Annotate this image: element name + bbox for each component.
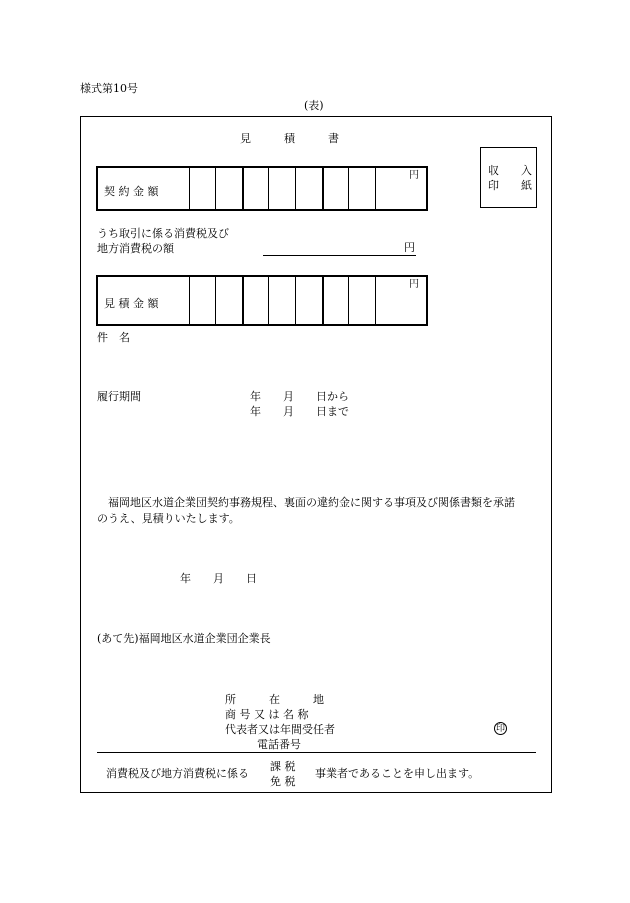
tax-option-exempt: 免 税: [270, 775, 296, 788]
digit-divider: [268, 168, 269, 209]
estimate-amount-box: [96, 275, 428, 326]
contract-amount-label: 契 約 金 額: [104, 185, 159, 198]
digit-divider: [189, 168, 190, 209]
document-title: 見 積 書: [240, 132, 339, 145]
applicant-representative-label: 代表者又は年間受任者: [225, 723, 335, 736]
addressee: (あて先)福岡地区水道企業団企業長: [97, 632, 271, 645]
period-label: 履行期間: [97, 390, 141, 403]
side-label: (表): [304, 99, 324, 112]
stamp-label-line2: 印 紙: [488, 179, 532, 192]
digit-divider: [242, 168, 244, 209]
applicant-address-label: 所 在 地: [225, 693, 324, 706]
digit-divider: [348, 168, 349, 209]
tax-amount-label-line1: うち取引に係る消費税及び: [97, 227, 229, 240]
digit-divider: [375, 277, 376, 324]
period-from: 年 月 日から: [250, 390, 349, 403]
contract-amount-box: [96, 166, 428, 211]
digit-divider: [322, 277, 324, 324]
digit-divider: [215, 277, 216, 324]
tax-amount-label-line2: 地方消費税の額: [97, 242, 174, 255]
revenue-stamp-box: [480, 147, 537, 208]
seal-mark: 印: [495, 724, 505, 734]
stamp-label-line1: 収 入: [488, 164, 532, 177]
digit-divider: [189, 277, 190, 324]
period-to: 年 月 日まで: [250, 405, 349, 418]
statement-line2: のうえ、見積りいたします。: [97, 512, 240, 525]
tax-amount-unit: 円: [404, 241, 415, 254]
digit-divider: [295, 277, 296, 324]
estimate-amount-label: 見 積 金 額: [104, 297, 159, 310]
form-number: 様式第10号: [80, 82, 138, 95]
tax-option-taxable: 課 税: [270, 760, 296, 773]
subject-label: 件 名: [97, 331, 130, 344]
submission-date: 年 月 日: [180, 572, 257, 585]
tax-amount-underline: [263, 255, 416, 256]
digit-divider: [295, 168, 296, 209]
form-frame: [80, 116, 552, 793]
contract-amount-unit: 円: [409, 170, 419, 181]
statement-line1: 福岡地区水道企業団契約事務規程、裏面の違約金に関する事項及び関係書類を承諾: [97, 496, 515, 509]
digit-divider: [348, 277, 349, 324]
digit-divider: [375, 168, 376, 209]
tax-declaration-prefix: 消費税及び地方消費税に係る: [106, 767, 249, 780]
digit-divider: [242, 277, 244, 324]
digit-divider: [215, 168, 216, 209]
estimate-amount-unit: 円: [409, 279, 419, 290]
applicant-name-label: 商 号 又 は 名 称: [225, 708, 309, 721]
divider-line: [97, 752, 536, 753]
tax-declaration-suffix: 事業者であることを申し出ます。: [315, 767, 480, 780]
applicant-phone-label: 電話番号: [257, 738, 301, 751]
digit-divider: [268, 277, 269, 324]
digit-divider: [322, 168, 324, 209]
